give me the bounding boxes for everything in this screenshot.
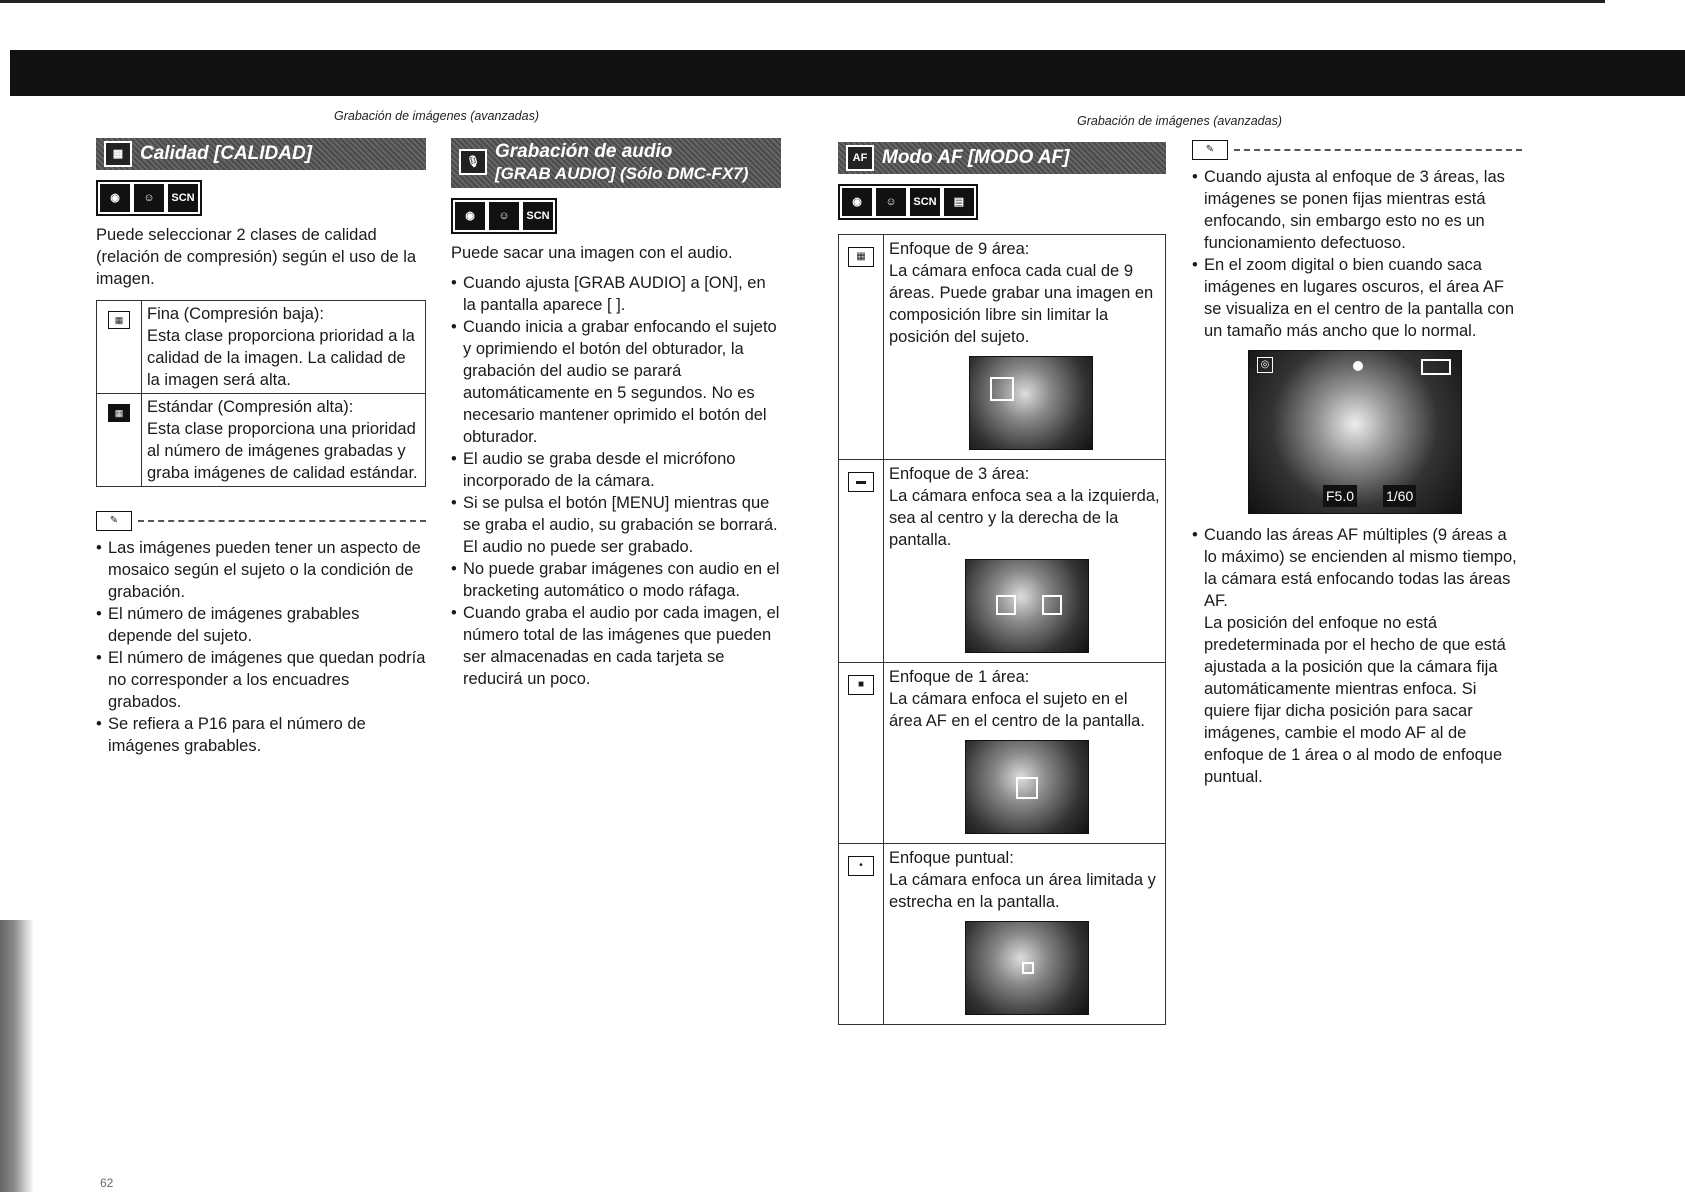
table-row: [839, 663, 1166, 844]
calidad-intro: Puede seleccionar 2 clases de calidad (relación de compresión) según el uso de la imagen.: [96, 226, 417, 288]
portrait-mode-icon: ☺: [488, 201, 520, 231]
calidad-title: Calidad [CALIDAD]: [140, 143, 313, 164]
audio-bullets: [451, 272, 781, 690]
af-display-screen: [1248, 350, 1462, 514]
audio-title-bar: [451, 138, 781, 188]
note-divider: [96, 511, 426, 531]
af-notes-section: [1192, 140, 1522, 788]
fine-text: Esta clase proporciona prioridad a la calidad de la imagen. La calidad de la imagen será alta.: [147, 327, 415, 389]
one-area-sample-photo: [965, 740, 1089, 834]
portrait-mode-icon: ☺: [133, 183, 165, 213]
microphone-icon: 🎙: [459, 149, 487, 175]
spot-sample-photo: [965, 921, 1089, 1015]
list-item: • El audio se graba desde el micrófono incorporado de la cámara.: [451, 448, 781, 492]
one-area-head: Enfoque de 1 área:: [889, 668, 1030, 686]
note-divider: [1192, 140, 1522, 160]
three-area-head: Enfoque de 3 área:: [889, 465, 1030, 483]
camera-mode-icon: ◉: [454, 201, 486, 231]
header-band: [10, 50, 1685, 96]
one-area-icon: ■: [848, 675, 874, 695]
table-row: [839, 235, 1166, 460]
top-rule: [0, 0, 1605, 3]
three-area-icon: ▬: [848, 472, 874, 492]
list-item: • Se refiera a P16 para el número de imágenes grabables.: [96, 713, 426, 757]
table-row: [839, 844, 1166, 1025]
standard-text: Esta clase proporciona una prioridad al número de imágenes grabadas y graba imágenes de calidad estándar.: [147, 420, 418, 482]
three-area-text: La cámara enfoca sea a la izquierda, sea al centro y la derecha de la pantalla.: [889, 487, 1160, 549]
af-icon: AF: [846, 145, 874, 171]
shutter-value: 1/60: [1383, 485, 1416, 507]
focus-dot-icon: [1353, 361, 1363, 371]
af-notes: [1192, 166, 1522, 342]
list-item: • El número de imágenes grabables depende del sujeto.: [96, 603, 426, 647]
list-item: • Cuando ajusta al enfoque de 3 áreas, las imágenes se ponen fijas mientras está enfocando, sin embargo esto no es un funcionamiento defectuoso.: [1192, 166, 1522, 254]
quality-icon: ▦: [104, 141, 132, 167]
af-title: Modo AF [MODO AF]: [882, 147, 1070, 168]
camera-mode-icon: ◉: [841, 187, 873, 217]
list-item: • En el zoom digital o bien cuando saca imágenes en lugares oscuros, el área AF se visualiza en el centro de la pantalla con un tamaño más ancho que lo normal.: [1192, 254, 1522, 342]
fine-quality-icon: ▦: [108, 311, 130, 329]
fine-head: Fina (Compresión baja):: [147, 305, 324, 323]
standard-quality-icon: ▦: [108, 404, 130, 422]
audio-subtitle: [GRAB AUDIO] (Sólo DMC-FX7): [495, 164, 749, 183]
list-item: • Cuando ajusta [GRAB AUDIO] a [ON], en la pantalla aparece [ ].: [451, 272, 781, 316]
nine-area-head: Enfoque de 9 área:: [889, 240, 1030, 258]
calidad-notes: [96, 537, 426, 757]
note-icon: ✎: [96, 511, 132, 531]
af-notes-para: La posición del enfoque no está predeterminada por el hecho de que está ajustada a la posición que la cámara fija automáticamente mientras enfoca. Si quiere fijar dicha posición para sacar imágenes, cambie el modo AF al de enfoque de 1 área o al modo de enfoque puntual.: [1204, 614, 1506, 786]
list-item: • Si se pulsa el botón [MENU] mientras que se graba el audio, su grabación se borrará. El audio no puede ser grabado.: [451, 492, 781, 558]
list-item: • Cuando inicia a grabar enfocando el sujeto y oprimiendo el botón del obturador, la grabación del audio se parará automáticamente en 5 segundos. No es necesario mantener oprimido el botón del obturador.: [451, 316, 781, 448]
af-table: [838, 234, 1166, 1025]
audio-title: Grabación de audio: [495, 141, 673, 162]
one-area-text: La cámara enfoca el sujeto en el área AF en el centro de la pantalla.: [889, 690, 1145, 730]
list-item: • No puede grabar imágenes con audio en el bracketing automático o modo ráfaga.: [451, 558, 781, 602]
aperture-value: F5.0: [1323, 485, 1357, 507]
nine-area-icon: ▦: [848, 247, 874, 267]
scan-edge: [0, 920, 34, 1192]
list-item: • El número de imágenes que quedan podría no corresponder a los encuadres grabados.: [96, 647, 426, 713]
calidad-section: [96, 138, 426, 757]
list-item: • Cuando las áreas AF múltiples (9 áreas a lo máximo) se encienden al mismo tiempo, la cámara está enfocando todas las áreas AF.: [1192, 524, 1522, 612]
calidad-title-bar: [96, 138, 426, 170]
table-row: [97, 301, 426, 394]
af-section: [838, 142, 1166, 1025]
scene-mode-icon: SCN: [909, 187, 941, 217]
camera-mode-icon: ◉: [99, 183, 131, 213]
table-row: [97, 394, 426, 487]
running-head-right: Grabación de imágenes (avanzadas): [1077, 114, 1282, 128]
standard-head: Estándar (Compresión alta):: [147, 398, 354, 416]
quality-table: [96, 300, 426, 487]
af-modes: [838, 184, 978, 220]
audio-modes: [451, 198, 557, 234]
three-area-sample-photo: [965, 559, 1089, 653]
spot-text: La cámara enfoca un área limitada y estrecha en la pantalla.: [889, 871, 1156, 911]
spot-icon: •: [848, 856, 874, 876]
note-icon: ✎: [1192, 140, 1228, 160]
mode-icon: ◎: [1257, 357, 1273, 373]
af-notes-2: [1192, 524, 1522, 612]
running-head-left: Grabación de imágenes (avanzadas): [334, 109, 539, 123]
movie-mode-icon: ▤: [943, 187, 975, 217]
audio-intro: Puede sacar una imagen con el audio.: [451, 244, 733, 262]
list-item: • Las imágenes pueden tener un aspecto de mosaico según el sujeto o la condición de grabación.: [96, 537, 426, 603]
nine-area-sample-photo: [969, 356, 1093, 450]
scene-mode-icon: SCN: [522, 201, 554, 231]
nine-area-text: La cámara enfoca cada cual de 9 áreas. Puede grabar una imagen en composición libre sin limitar la posición del sujeto.: [889, 262, 1154, 346]
page-number: 62: [100, 1176, 114, 1190]
spot-head: Enfoque puntual:: [889, 849, 1014, 867]
table-row: [839, 460, 1166, 663]
battery-icon: [1421, 359, 1451, 375]
portrait-mode-icon: ☺: [875, 187, 907, 217]
scene-mode-icon: SCN: [167, 183, 199, 213]
audio-section: [451, 138, 781, 690]
list-item: • Cuando graba el audio por cada imagen, el número total de las imágenes que pueden ser almacenadas en cada tarjeta se reducirá un poco.: [451, 602, 781, 690]
af-title-bar: [838, 142, 1166, 174]
calidad-modes: [96, 180, 202, 216]
